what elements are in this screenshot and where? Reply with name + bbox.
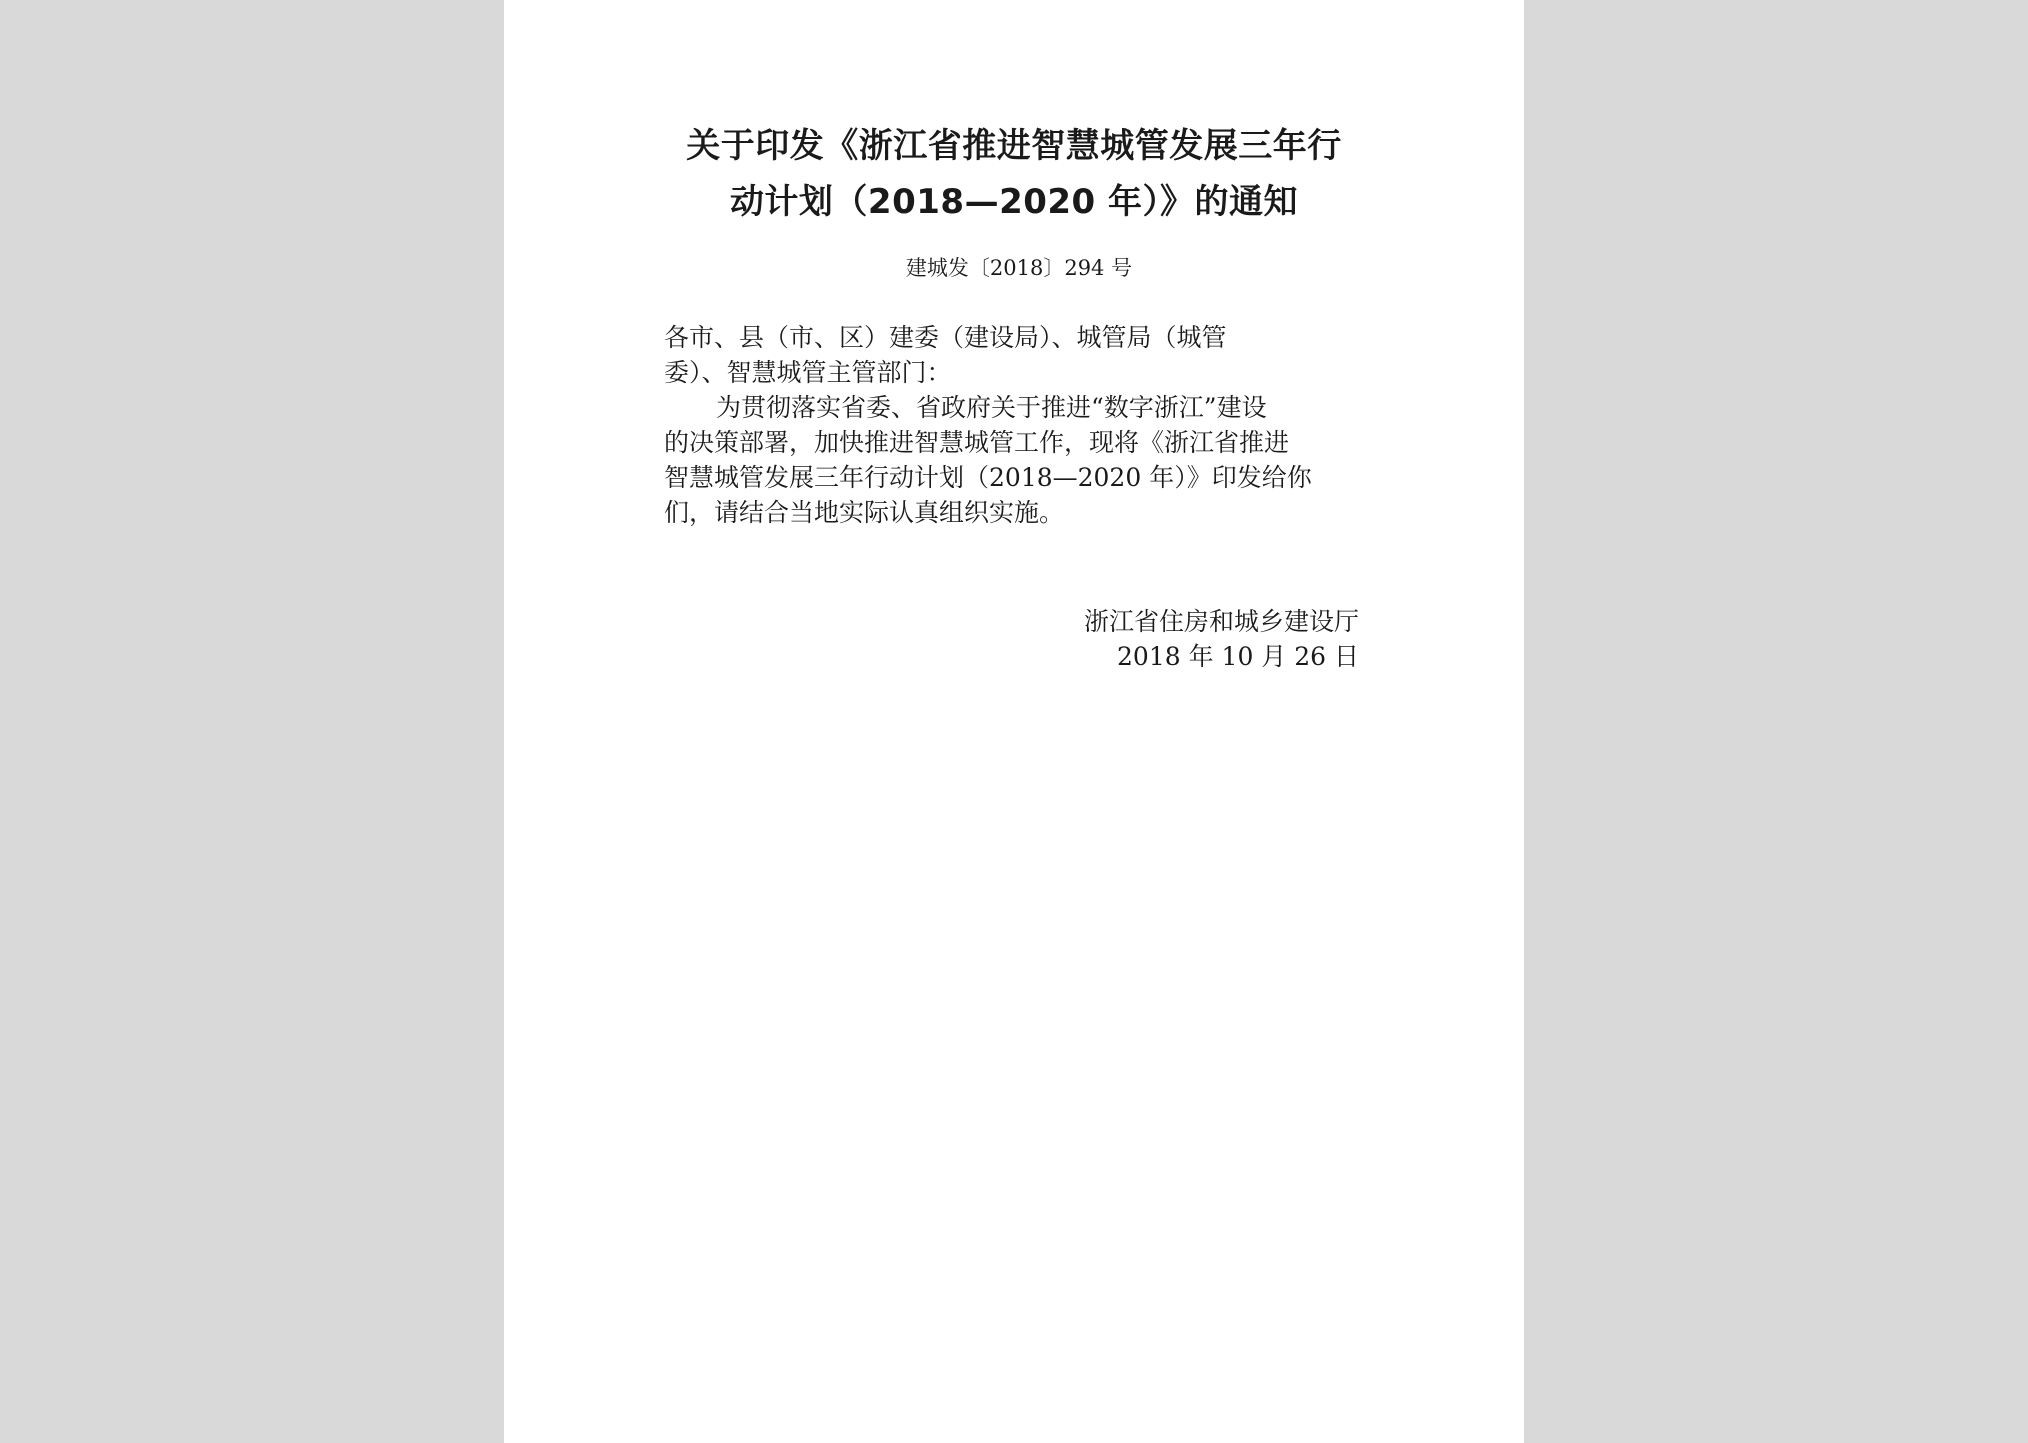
- body-line-2: 的决策部署，加快推进智慧城管工作，现将《浙江省推进: [664, 428, 1290, 457]
- title-line-1: 关于印发《浙江省推进智慧城管发展三年行: [686, 126, 1342, 166]
- document-title: [654, 118, 1374, 230]
- document-page: [504, 0, 1524, 1443]
- document-body: [664, 320, 1364, 530]
- issue-date: 2018 年 10 月 26 日: [1117, 642, 1359, 671]
- salutation-line-1: 各市、县（市、区）建委（建设局）、城管局（城管: [664, 323, 1227, 352]
- issuer-name: 浙江省住房和城乡建设厅: [1083, 607, 1359, 636]
- body-line-4: 们，请结合当地实际认真组织实施。: [664, 498, 1065, 527]
- body-line-1: 为贯彻落实省委、省政府关于推进“数字浙江”建设: [716, 393, 1267, 422]
- document-number: 建城发〔2018〕294 号: [905, 256, 1133, 280]
- salutation-line-2: 委）、智慧城管主管部门：: [664, 358, 952, 387]
- title-line-2: 动计划（2018—2020 年）》的通知: [729, 182, 1299, 222]
- body-line-3: 智慧城管发展三年行动计划（2018—2020 年）》印发给你: [664, 463, 1312, 492]
- signature-block: [1084, 604, 1359, 674]
